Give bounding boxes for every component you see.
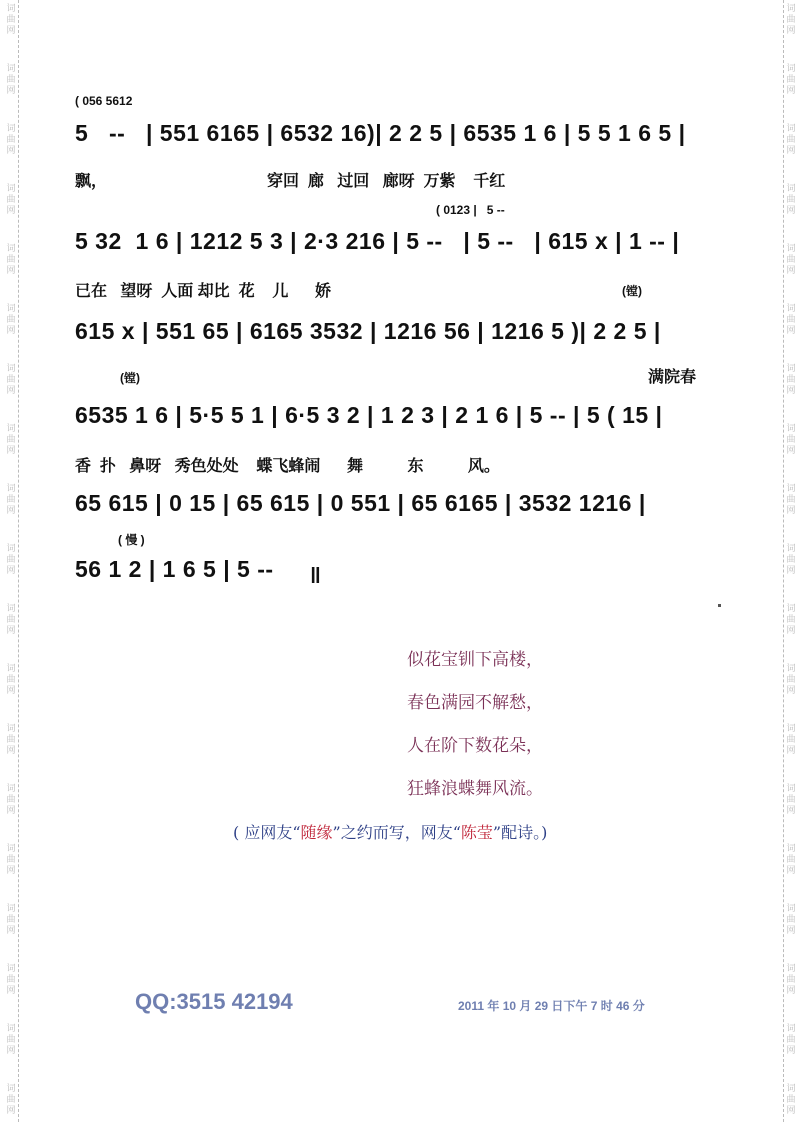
watermark-glyph: 词 — [786, 1024, 796, 1034]
watermark-glyph: 曲 — [786, 675, 796, 685]
watermark-glyph: 网 — [786, 986, 796, 996]
watermark-glyph: 网 — [786, 806, 796, 816]
poem-line-4: 狂蜂浪蝶舞风流。 — [407, 779, 543, 799]
note-part-2: ”之约而写，网友“ — [332, 823, 461, 842]
score-line-1: 5 -- | 551 6165 | 6532 16)| 2 2 5 | 6535 1 6 | 5 5 1 6 5 | — [75, 120, 686, 146]
watermark-glyph: 词 — [786, 844, 796, 854]
watermark-glyph: 词 — [786, 664, 796, 674]
watermark-glyph: 网 — [786, 746, 796, 756]
lyrics-line-3: 满院春 — [648, 369, 697, 386]
watermark-glyph: 网 — [6, 266, 16, 276]
watermark-glyph: 词 — [6, 424, 16, 434]
watermark-glyph: 曲 — [6, 1035, 16, 1045]
watermark-glyph: 词 — [786, 4, 796, 14]
score-line-4: 6535 1 6 | 5·5 5 1 | 6·5 3 2 | 1 2 3 | 2 1 6 | 5 -- | 5 ( 15 | — [75, 402, 663, 428]
watermark-glyph: 网 — [786, 1106, 796, 1116]
watermark-glyph: 网 — [6, 86, 16, 96]
watermark-glyph: 网 — [786, 26, 796, 36]
watermark-glyph: 曲 — [6, 315, 16, 325]
watermark-glyph: 网 — [6, 506, 16, 516]
poem-line-2: 春色满园不解愁， — [407, 693, 543, 713]
watermark-glyph: 网 — [6, 926, 16, 936]
watermark-glyph: 曲 — [6, 495, 16, 505]
watermark-glyph: 词 — [786, 904, 796, 914]
watermark-glyph: 曲 — [6, 975, 16, 985]
watermark-glyph: 曲 — [6, 75, 16, 85]
watermark-glyph: 曲 — [6, 135, 16, 145]
friend-name-1: 随缘 — [300, 823, 333, 842]
watermark-glyph: 曲 — [786, 315, 796, 325]
qq-number: QQ:3515 42194 — [135, 989, 293, 1014]
watermark-glyph: 网 — [786, 86, 796, 96]
note-part-3: ”配诗。) — [492, 823, 548, 842]
poem-line-3: 人在阶下数花朵， — [407, 736, 543, 756]
watermark-glyph: 词 — [6, 4, 16, 14]
watermark-glyph: 词 — [786, 604, 796, 614]
watermark-glyph: 曲 — [786, 435, 796, 445]
watermark-glyph: 网 — [6, 746, 16, 756]
watermark-glyph: 词 — [6, 484, 16, 494]
watermark-glyph: 网 — [786, 866, 796, 876]
watermark-glyph: 曲 — [6, 435, 16, 445]
watermark-glyph: 曲 — [786, 135, 796, 145]
watermark-glyph: 词 — [6, 184, 16, 194]
watermark-glyph: 网 — [6, 446, 16, 456]
watermark-glyph: 词 — [786, 364, 796, 374]
lyrics-line-2: 已在 望呀 人面 却比 花 儿 娇 — [75, 283, 332, 300]
watermark-glyph: 曲 — [786, 15, 796, 25]
watermark-glyph: 网 — [786, 926, 796, 936]
watermark-glyph: 曲 — [786, 795, 796, 805]
watermark-glyph: 网 — [6, 566, 16, 576]
watermark-glyph: 网 — [786, 1046, 796, 1056]
watermark-glyph: 网 — [786, 626, 796, 636]
watermark-glyph: 词 — [6, 664, 16, 674]
tag-slow: ( 慢 ) — [118, 533, 145, 547]
watermark-glyph: 词 — [786, 1084, 796, 1094]
watermark-glyph: 网 — [786, 326, 796, 336]
watermark-glyph: 曲 — [786, 555, 796, 565]
poem-line-1: 似花宝钏下高楼， — [407, 650, 543, 670]
watermark-glyph: 网 — [786, 566, 796, 576]
watermark-glyph: 曲 — [786, 855, 796, 865]
score-line-3: 615 x | 551 65 | 6165 3532 | 1216 56 | 1216 5 )| 2 2 5 | — [75, 318, 661, 344]
watermark-glyph: 词 — [6, 964, 16, 974]
watermark-glyph: 词 — [6, 724, 16, 734]
watermark-glyph: 网 — [6, 206, 16, 216]
friend-name-2: 陈莹 — [460, 823, 493, 842]
watermark-glyph: 词 — [786, 184, 796, 194]
watermark-glyph: 网 — [6, 626, 16, 636]
watermark-glyph: 曲 — [786, 615, 796, 625]
score-line-2-note: ( 0123 | 5 -- — [436, 203, 505, 217]
watermark-glyph: 曲 — [786, 735, 796, 745]
watermark-glyph: 曲 — [6, 735, 16, 745]
watermark-glyph: 曲 — [786, 1095, 796, 1105]
watermark-glyph: 词 — [6, 1084, 16, 1094]
tag-tang-1: (镗) — [622, 284, 642, 298]
watermark-glyph: 网 — [786, 386, 796, 396]
watermark-glyph: 网 — [786, 206, 796, 216]
watermark-glyph: 曲 — [6, 615, 16, 625]
watermark-glyph: 曲 — [6, 195, 16, 205]
watermark-glyph: 词 — [786, 544, 796, 554]
watermark-glyph: 网 — [6, 326, 16, 336]
watermark-glyph: 曲 — [786, 975, 796, 985]
watermark-glyph: 词 — [786, 64, 796, 74]
watermark-glyph: 曲 — [786, 495, 796, 505]
watermark-glyph: 曲 — [6, 555, 16, 565]
watermark-glyph: 曲 — [6, 1095, 16, 1105]
watermark-glyph: 词 — [786, 124, 796, 134]
final-barline: ‖ — [310, 563, 321, 588]
watermark-glyph: 曲 — [786, 195, 796, 205]
watermark-glyph: 曲 — [786, 1035, 796, 1045]
score-line-5: 65 615 | 0 15 | 65 615 | 0 551 | 65 6165 | 3532 1216 | — [75, 490, 646, 516]
watermark-glyph: 网 — [6, 806, 16, 816]
dedication-note — [233, 820, 547, 843]
watermark-glyph: 网 — [6, 1106, 16, 1116]
watermark-glyph: 网 — [6, 986, 16, 996]
score-line-6: 56 1 2 | 1 6 5 | 5 -- — [75, 556, 274, 582]
watermark-glyph: 曲 — [6, 795, 16, 805]
watermark-glyph: 词 — [6, 304, 16, 314]
tag-tang-2: (镗) — [120, 371, 140, 385]
watermark-glyph: 词 — [786, 964, 796, 974]
watermark-glyph: 网 — [786, 446, 796, 456]
watermark-glyph: 曲 — [786, 915, 796, 925]
watermark-glyph: 词 — [786, 484, 796, 494]
watermark-glyph: 网 — [6, 1046, 16, 1056]
watermark-glyph: 网 — [6, 686, 16, 696]
date-stamp: 2011 年 10 月 29 日下午 7 时 46 分 — [458, 999, 645, 1013]
watermark-glyph: 曲 — [6, 15, 16, 25]
watermark-glyph: 曲 — [6, 915, 16, 925]
stray-mark — [718, 604, 721, 607]
watermark-glyph: 网 — [6, 146, 16, 156]
lyrics-line-1: 飘， 穿回 廊 过回 廊呀 万紫 千红 — [75, 173, 506, 190]
watermark-glyph: 词 — [6, 64, 16, 74]
watermark-glyph: 词 — [6, 784, 16, 794]
watermark-glyph: 网 — [6, 386, 16, 396]
watermark-glyph: 网 — [786, 266, 796, 276]
watermark-glyph: 词 — [6, 244, 16, 254]
watermark-glyph: 曲 — [6, 255, 16, 265]
watermark-glyph: 曲 — [786, 255, 796, 265]
watermark-glyph: 词 — [6, 844, 16, 854]
watermark-glyph: 曲 — [786, 75, 796, 85]
lyrics-line-4: 香 扑 鼻呀 秀色处处 蝶飞蜂闹 舞 东 风。 — [75, 458, 500, 475]
watermark-glyph: 词 — [6, 124, 16, 134]
watermark-glyph: 网 — [6, 866, 16, 876]
intro-note: ( 056 5612 — [75, 94, 133, 108]
watermark-glyph: 词 — [6, 904, 16, 914]
watermark-glyph: 网 — [786, 146, 796, 156]
watermark-glyph: 网 — [786, 506, 796, 516]
watermark-glyph: 词 — [6, 544, 16, 554]
watermark-glyph: 网 — [786, 686, 796, 696]
watermark-glyph: 词 — [6, 604, 16, 614]
score-line-2: 5 32 1 6 | 1212 5 3 | 2·3 216 | 5 -- | 5 -- | 615 x | 1 -- | — [75, 228, 680, 254]
watermark-glyph: 词 — [786, 244, 796, 254]
watermark-glyph: 网 — [6, 26, 16, 36]
watermark-glyph: 词 — [786, 784, 796, 794]
watermark-glyph: 词 — [6, 364, 16, 374]
watermark-glyph: 词 — [786, 724, 796, 734]
watermark-glyph: 曲 — [786, 375, 796, 385]
watermark-glyph: 词 — [786, 424, 796, 434]
watermark-glyph: 曲 — [6, 675, 16, 685]
note-part-1: ( 应网友“ — [233, 823, 301, 842]
watermark-glyph: 曲 — [6, 855, 16, 865]
watermark-glyph: 词 — [786, 304, 796, 314]
watermark-glyph: 词 — [6, 1024, 16, 1034]
watermark-glyph: 曲 — [6, 375, 16, 385]
